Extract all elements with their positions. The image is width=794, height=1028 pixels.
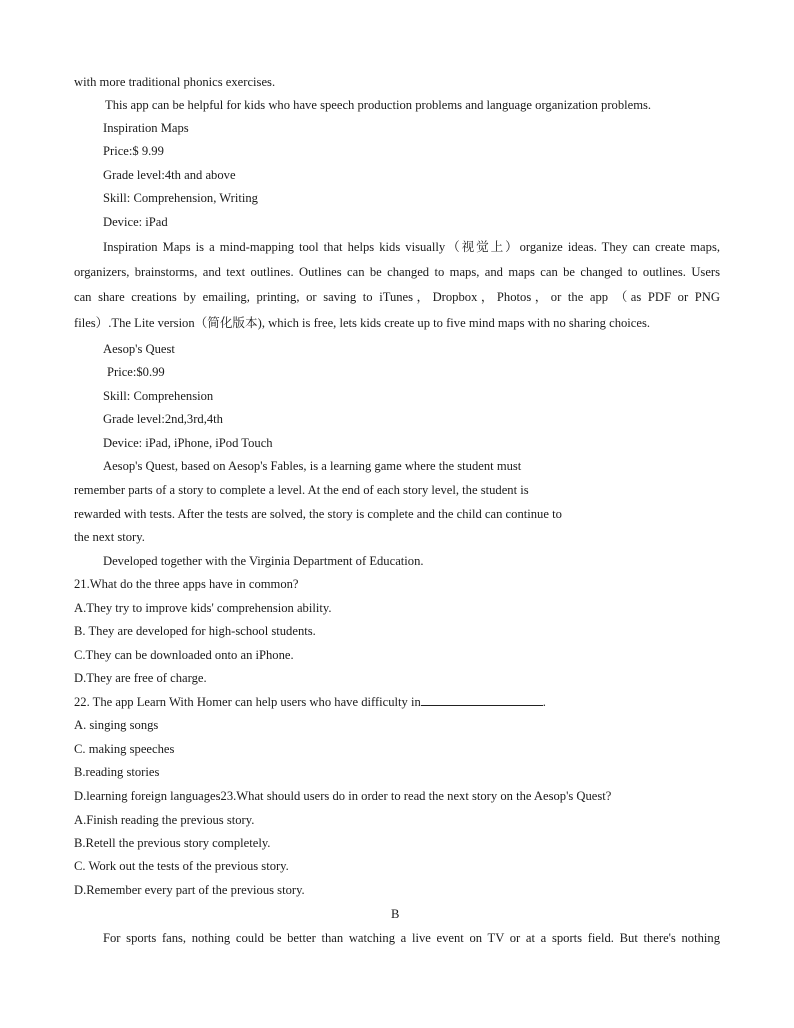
option-b: B.Retell the previous story completely. xyxy=(74,836,271,850)
text-line: remember parts of a story to complete a level. At the end of each story level, the student is xyxy=(74,483,529,497)
option-c: C.They can be downloaded onto an iPhone. xyxy=(74,648,294,662)
option-c: C. making speeches xyxy=(74,742,175,756)
option-b: B.reading stories xyxy=(74,765,160,779)
text-line: organizers, brainstorms, and text outlines. Outlines can be changed to maps, and maps can be changed to outlines. Users xyxy=(74,265,720,279)
app-skill: Skill: Comprehension, Writing xyxy=(103,191,258,205)
option-b: B. They are developed for high-school students. xyxy=(74,624,316,638)
option-a: A.They try to improve kids' comprehension ability. xyxy=(74,601,332,615)
app-title: Aesop's Quest xyxy=(103,342,175,356)
text-line: Inspiration Maps is a mind-mapping tool that helps kids visually（视觉上）organize ideas. They can create maps, xyxy=(103,240,720,254)
text-line: This app can be helpful for kids who have speech production problems and language organization problems. xyxy=(105,98,652,112)
option-d: D.Remember every part of the previous story. xyxy=(74,883,305,897)
app-grade: Grade level:4th and above xyxy=(103,168,236,182)
text-line: the next story. xyxy=(74,530,145,544)
question-22-end: . xyxy=(542,695,546,709)
app-price: Price:$0.99 xyxy=(107,365,165,379)
option-d: D.They are free of charge. xyxy=(74,671,207,685)
app-grade: Grade level:2nd,3rd,4th xyxy=(103,412,223,426)
option-c: C. Work out the tests of the previous story. xyxy=(74,859,289,873)
section-heading: B xyxy=(391,907,400,921)
text-line: Aesop's Quest, based on Aesop's Fables, is a learning game where the student must xyxy=(103,459,522,473)
app-price: Price:$ 9.99 xyxy=(103,144,164,158)
question-22 xyxy=(74,694,546,710)
text-line: files）.The Lite version（简化版本), which is free, lets kids create up to five mind maps with no sharing choices. xyxy=(74,316,651,330)
text-line: Developed together with the Virginia Department of Education. xyxy=(103,554,424,568)
app-device: Device: iPad xyxy=(103,215,168,229)
answer-blank xyxy=(421,695,543,706)
text-line: with more traditional phonics exercises. xyxy=(74,75,276,89)
app-title: Inspiration Maps xyxy=(103,121,189,135)
question-21: 21.What do the three apps have in common? xyxy=(74,577,299,591)
app-device: Device: iPad, iPhone, iPod Touch xyxy=(103,436,273,450)
option-a: A.Finish reading the previous story. xyxy=(74,813,255,827)
option-d-and-question-23: D.learning foreign languages23.What should users do in order to read the next story on the Aesop's Quest? xyxy=(74,789,612,803)
option-a: A. singing songs xyxy=(74,718,159,732)
text-line: For sports fans, nothing could be better than watching a live event on TV or at a sports field. But there's nothing xyxy=(103,931,720,945)
question-22-text: 22. The app Learn With Homer can help users who have difficulty in xyxy=(74,695,421,709)
text-line: can share creations by emailing, printing, or saving to iTunes，Dropbox，Photos，or the app （as PDF or PNG xyxy=(74,290,720,304)
app-skill: Skill: Comprehension xyxy=(103,389,214,403)
text-line: rewarded with tests. After the tests are solved, the story is complete and the child can continue to xyxy=(74,507,562,521)
